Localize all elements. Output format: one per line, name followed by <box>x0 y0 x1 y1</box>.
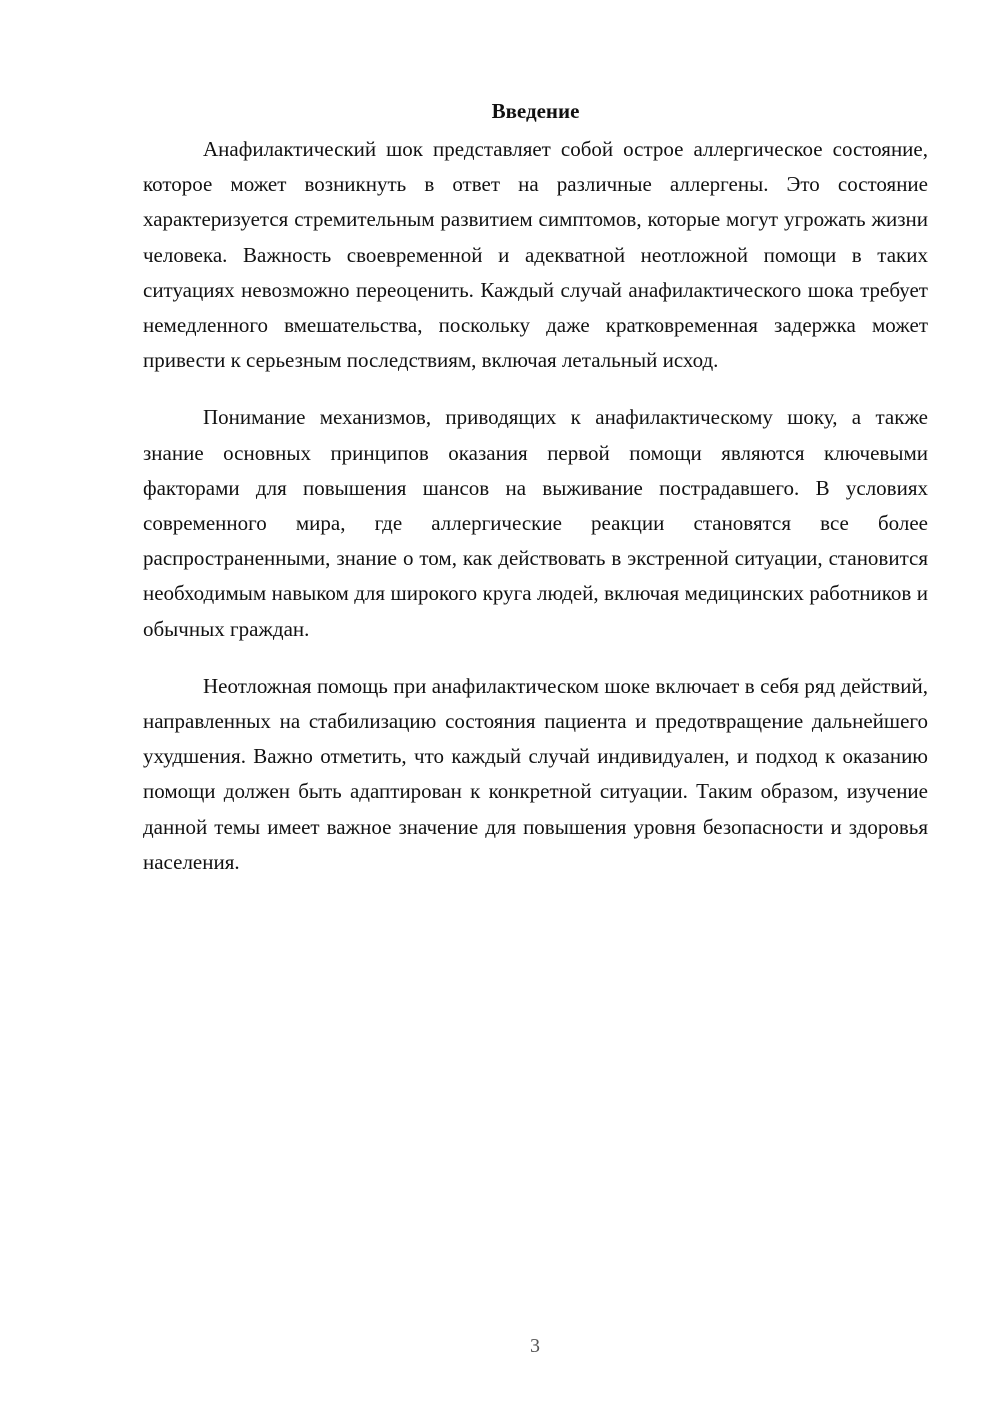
page-content <box>143 96 928 902</box>
paragraph-3: Неотложная помощь при анафилактическом шоке включает в себя ряд действий, направленных на стабилизацию состояния пациента и предотвращение дальнейшего ухудшения. Важно отметить, что каждый случай индивидуален, и подход к оказанию помощи должен быть адаптирован к конкретной ситуации. Таким образом, изучение данной темы имеет важное значение для повышения уровня безопасности и здоровья населения. <box>143 673 928 874</box>
section-title: Введение <box>491 99 580 123</box>
paragraph-1: Анафилактический шок представляет собой острое аллергическое состояние, которое может возникнуть в ответ на различные аллергены. Это состояние характеризуется стремительным развитием симптомов, которые могут угрожать жизни человека. Важность своевременной и адекватной неотложной помощи в таких ситуациях невозможно переоценить. Каждый случай анафилактического шока требует немедленного вмешательства, поскольку даже кратковременная задержка может привести к серьезным последствиям, включая летальный исход. <box>143 137 928 373</box>
page-number: 3 <box>530 1335 540 1357</box>
paragraph-2: Понимание механизмов, приводящих к анафилактическому шоку, а также знание основных принципов оказания первой помощи являются ключевыми факторами для повышения шансов на выживание пострадавшего. В условиях современного мира, где аллергические реакции становятся все более распространенными, знание о том, как действовать в экстренной ситуации, становится необходимым навыком для широкого круга людей, включая медицинских работников и обычных граждан. <box>143 405 928 641</box>
